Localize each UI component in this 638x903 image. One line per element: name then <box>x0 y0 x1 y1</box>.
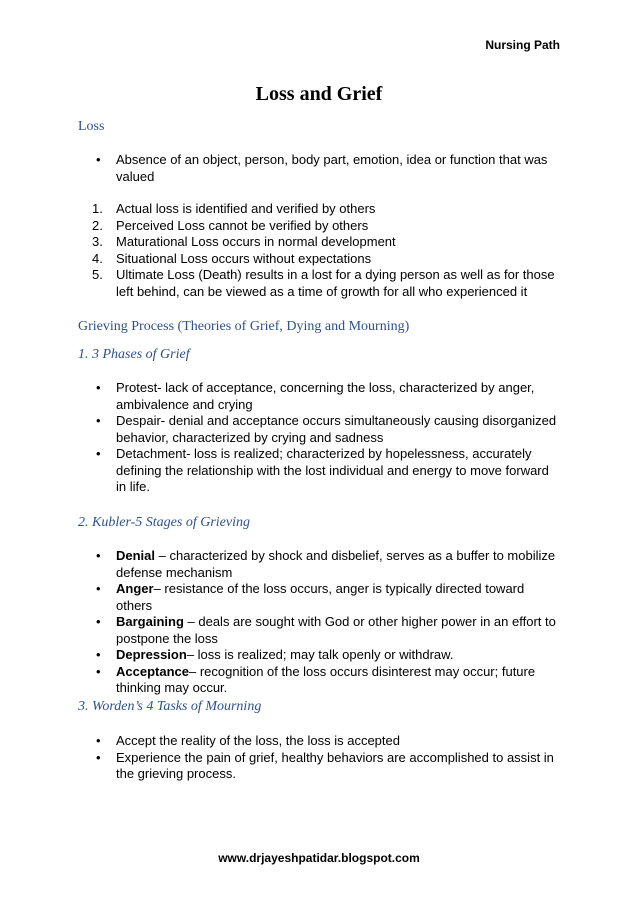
bullet-marker: • <box>96 663 101 679</box>
list-item-text: Actual loss is identified and verified by others <box>116 201 376 216</box>
number-marker: 2. <box>92 217 103 233</box>
stage-description: – loss is realized; may talk openly or withdraw. <box>186 647 454 662</box>
list-item-text: Situational Loss occurs without expectations <box>116 250 372 266</box>
bullet-marker: • <box>96 749 101 765</box>
stage-term: Anger <box>116 581 154 596</box>
footer-url: www.drjayeshpatidar.blogspot.com <box>218 851 420 865</box>
heading-kubler-stages: 2. Kubler-5 Stages of Grieving <box>78 515 250 530</box>
kubler-bullet-list <box>78 548 558 697</box>
bullet-marker: • <box>96 446 101 461</box>
stage-term: Acceptance <box>116 663 189 679</box>
list-item <box>78 251 558 268</box>
heading-three-phases: 1. 3 Phases of Grief <box>78 347 190 362</box>
bullet-marker: • <box>96 548 101 563</box>
list-item <box>78 152 558 185</box>
list-item-text: Ultimate Loss (Death) results in a lost for a dying person as well as for those left behind, can be viewed as a time of growth for all who experienced it <box>116 267 555 299</box>
loss-types-list <box>78 201 558 300</box>
list-item <box>78 380 558 413</box>
bullet-marker: • <box>96 581 101 596</box>
list-item <box>78 267 558 300</box>
list-item <box>78 647 558 664</box>
heading-worden-tasks: 3. Worden’s 4 Tasks of Mourning <box>78 699 262 714</box>
list-item <box>78 548 558 581</box>
bullet-marker: • <box>96 413 101 428</box>
list-item-text: Absence of an object, person, body part, emotion, idea or function that was valued <box>116 152 548 184</box>
number-marker: 5. <box>92 267 103 282</box>
list-item-text: Accept the reality of the loss, the loss is accepted <box>116 733 400 748</box>
list-item-text: Protest- lack of acceptance, concerning the loss, characterized by anger, ambivalence and crying <box>116 380 535 412</box>
list-item <box>78 413 558 446</box>
list-item <box>78 218 558 235</box>
loss-bullet-list <box>78 152 558 185</box>
list-item <box>78 581 558 614</box>
list-item <box>78 750 558 783</box>
bullet-marker: • <box>96 380 101 395</box>
stage-description: – characterized by shock and disbelief, serves as a buffer to mobilize defense mechanism <box>116 548 556 580</box>
bullet-marker: • <box>96 733 101 748</box>
list-item <box>78 234 558 251</box>
stage-term: Denial <box>116 548 156 563</box>
bullet-marker: • <box>96 152 101 167</box>
stage-term: Bargaining <box>116 614 184 629</box>
number-marker: 4. <box>92 250 103 266</box>
heading-grieving-process: Grieving Process (Theories of Grief, Dying and Mourning) <box>78 319 410 334</box>
stage-description: – resistance of the loss occurs, anger is typically directed toward others <box>116 581 525 613</box>
list-item-text: Detachment- loss is realized; characterized by hopelessness, accurately defining the relationship with the lost individual and energy to move forward in life. <box>116 446 549 494</box>
number-marker: 3. <box>92 234 103 249</box>
list-item <box>78 733 558 750</box>
list-item <box>78 614 558 647</box>
stage-term: Depression <box>116 647 187 662</box>
list-item-text: Experience the pain of grief, healthy behaviors are accomplished to assist in the grieving process. <box>116 749 554 781</box>
stage-description: – deals are sought with God or other higher power in an effort to postpone the loss <box>116 614 556 646</box>
stage-description: – recognition of the loss occurs disinterest may occur; future thinking may occur. <box>116 663 536 695</box>
list-item-text: Perceived Loss cannot be verified by others <box>116 217 369 233</box>
list-item-text: Maturational Loss occurs in normal development <box>116 234 396 249</box>
number-marker: 1. <box>92 201 103 216</box>
bullet-marker: • <box>96 614 101 629</box>
list-item <box>78 201 558 218</box>
bullet-marker: • <box>96 647 101 662</box>
heading-loss: Loss <box>78 119 105 134</box>
phases-bullet-list <box>78 380 558 496</box>
header-label: Nursing Path <box>485 38 560 52</box>
list-item <box>78 446 558 496</box>
list-item <box>78 664 558 697</box>
page-title: Loss and Grief <box>255 83 383 105</box>
worden-bullet-list <box>78 733 558 783</box>
list-item-text: Despair- denial and acceptance occurs simultaneously causing disorganized behavior, characterized by crying and sadness <box>116 413 557 445</box>
